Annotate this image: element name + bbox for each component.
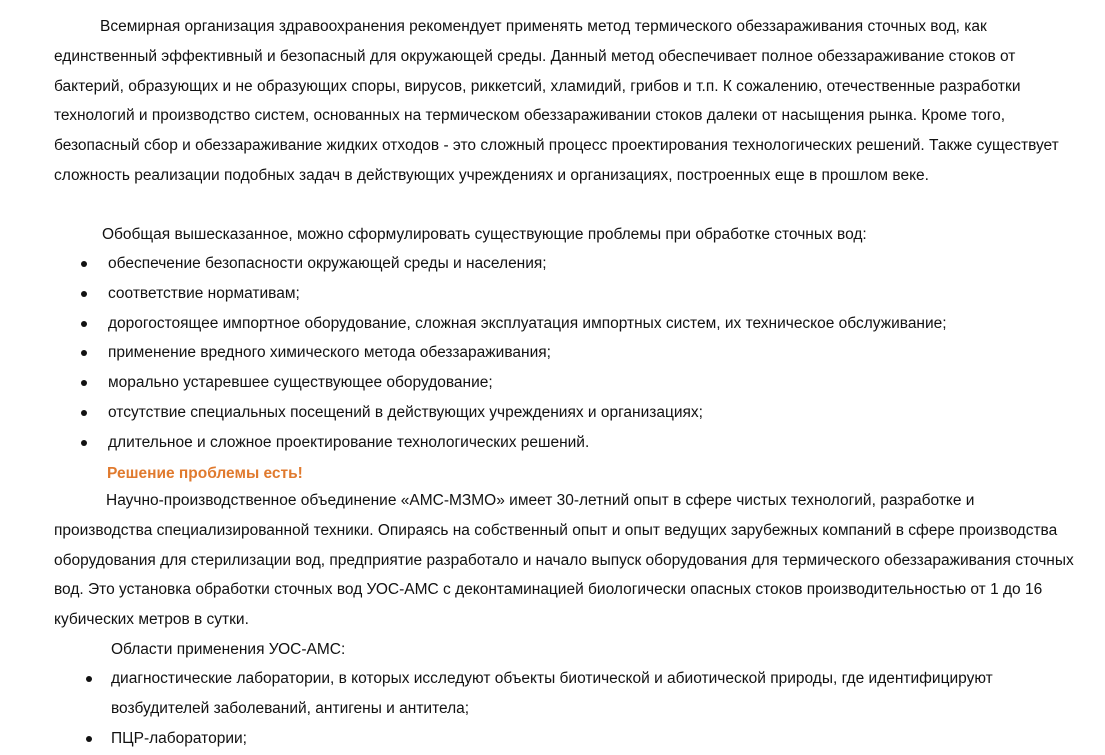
bullet-icon: [86, 676, 92, 682]
intro-paragraph: Всемирная организация здравоохранения рекомендует применять метод термического обеззараживания сточных вод, как единственный эффективный и безопасный для окружающей среды. Данный метод обеспечивает полное обеззараживание стоков от бактерий, образующих и не образующих споры, вирусов, риккетсий, хламидий, грибов и т.п. К сожалению, отечественные разработки технологий и производство систем, основанных на термическом обеззараживании стоков далеки от насыщения рынка. Кроме того, безопасный сбор и обеззараживание жидких отходов - это сложный процесс проектирования технологических решений. Также существует сложность реализации подобных задач в действующих учреждениях и организациях, построенных еще в прошлом веке.: [54, 18, 1059, 184]
list-item: морально устаревшее существующее оборудование;: [0, 368, 1060, 398]
company-paragraph: Научно-производственное объединение «АМС-МЗМО» имеет 30-летний опыт в сфере чистых технологий, разработке и производства специализированной техники. Опираясь на собственный опыт и опыт ведущих зарубежных компаний в сфере производства оборудования для стерилизации вод, предприятие разработало и начало выпуск оборудования для термического обеззараживания сточных вод. Это установка обработки сточных вод УОС-АМС с деконтаминацией биологически опасных стоков производительностью от 1 до 16 кубических метров в сутки.: [54, 492, 1074, 629]
bullet-icon: [81, 321, 87, 327]
areas-heading: Области применения УОС-АМС:: [111, 641, 346, 658]
list-item: дорогостоящее импортное оборудование, сложная эксплуатация импортных систем, их техническое обслуживание;: [0, 309, 1060, 339]
list-item: соответствие нормативам;: [0, 279, 1060, 309]
list-item: длительное и сложное проектирование технологических решений.: [0, 428, 1060, 458]
list-item: применение вредного химического метода обеззараживания;: [0, 338, 1060, 368]
bullet-icon: [81, 350, 87, 356]
bullet-icon: [81, 291, 87, 297]
summary-paragraph: Обобщая вышесказанное, можно сформулировать существующие проблемы при обработке сточных вод:: [102, 226, 867, 243]
list-item: диагностические лаборатории, в которых исследуют объекты биотической и абиотической природы, где идентифицируют возбудителей заболеваний, антигены и антитела;: [0, 664, 1080, 724]
bullet-icon: [81, 440, 87, 446]
list-item: ПЦР-лаборатории;: [0, 724, 1080, 754]
bullet-icon: [81, 410, 87, 416]
bullet-icon: [81, 380, 87, 386]
bullet-icon: [86, 736, 92, 742]
list-item: обеспечение безопасности окружающей среды и населения;: [0, 249, 1060, 279]
list-item: отсутствие специальных посещений в действующих учреждениях и организациях;: [0, 398, 1060, 428]
bullet-icon: [81, 261, 87, 267]
solution-heading: Решение проблемы есть!: [107, 465, 303, 482]
areas-list: [0, 664, 1080, 753]
problems-list: [0, 249, 1060, 458]
